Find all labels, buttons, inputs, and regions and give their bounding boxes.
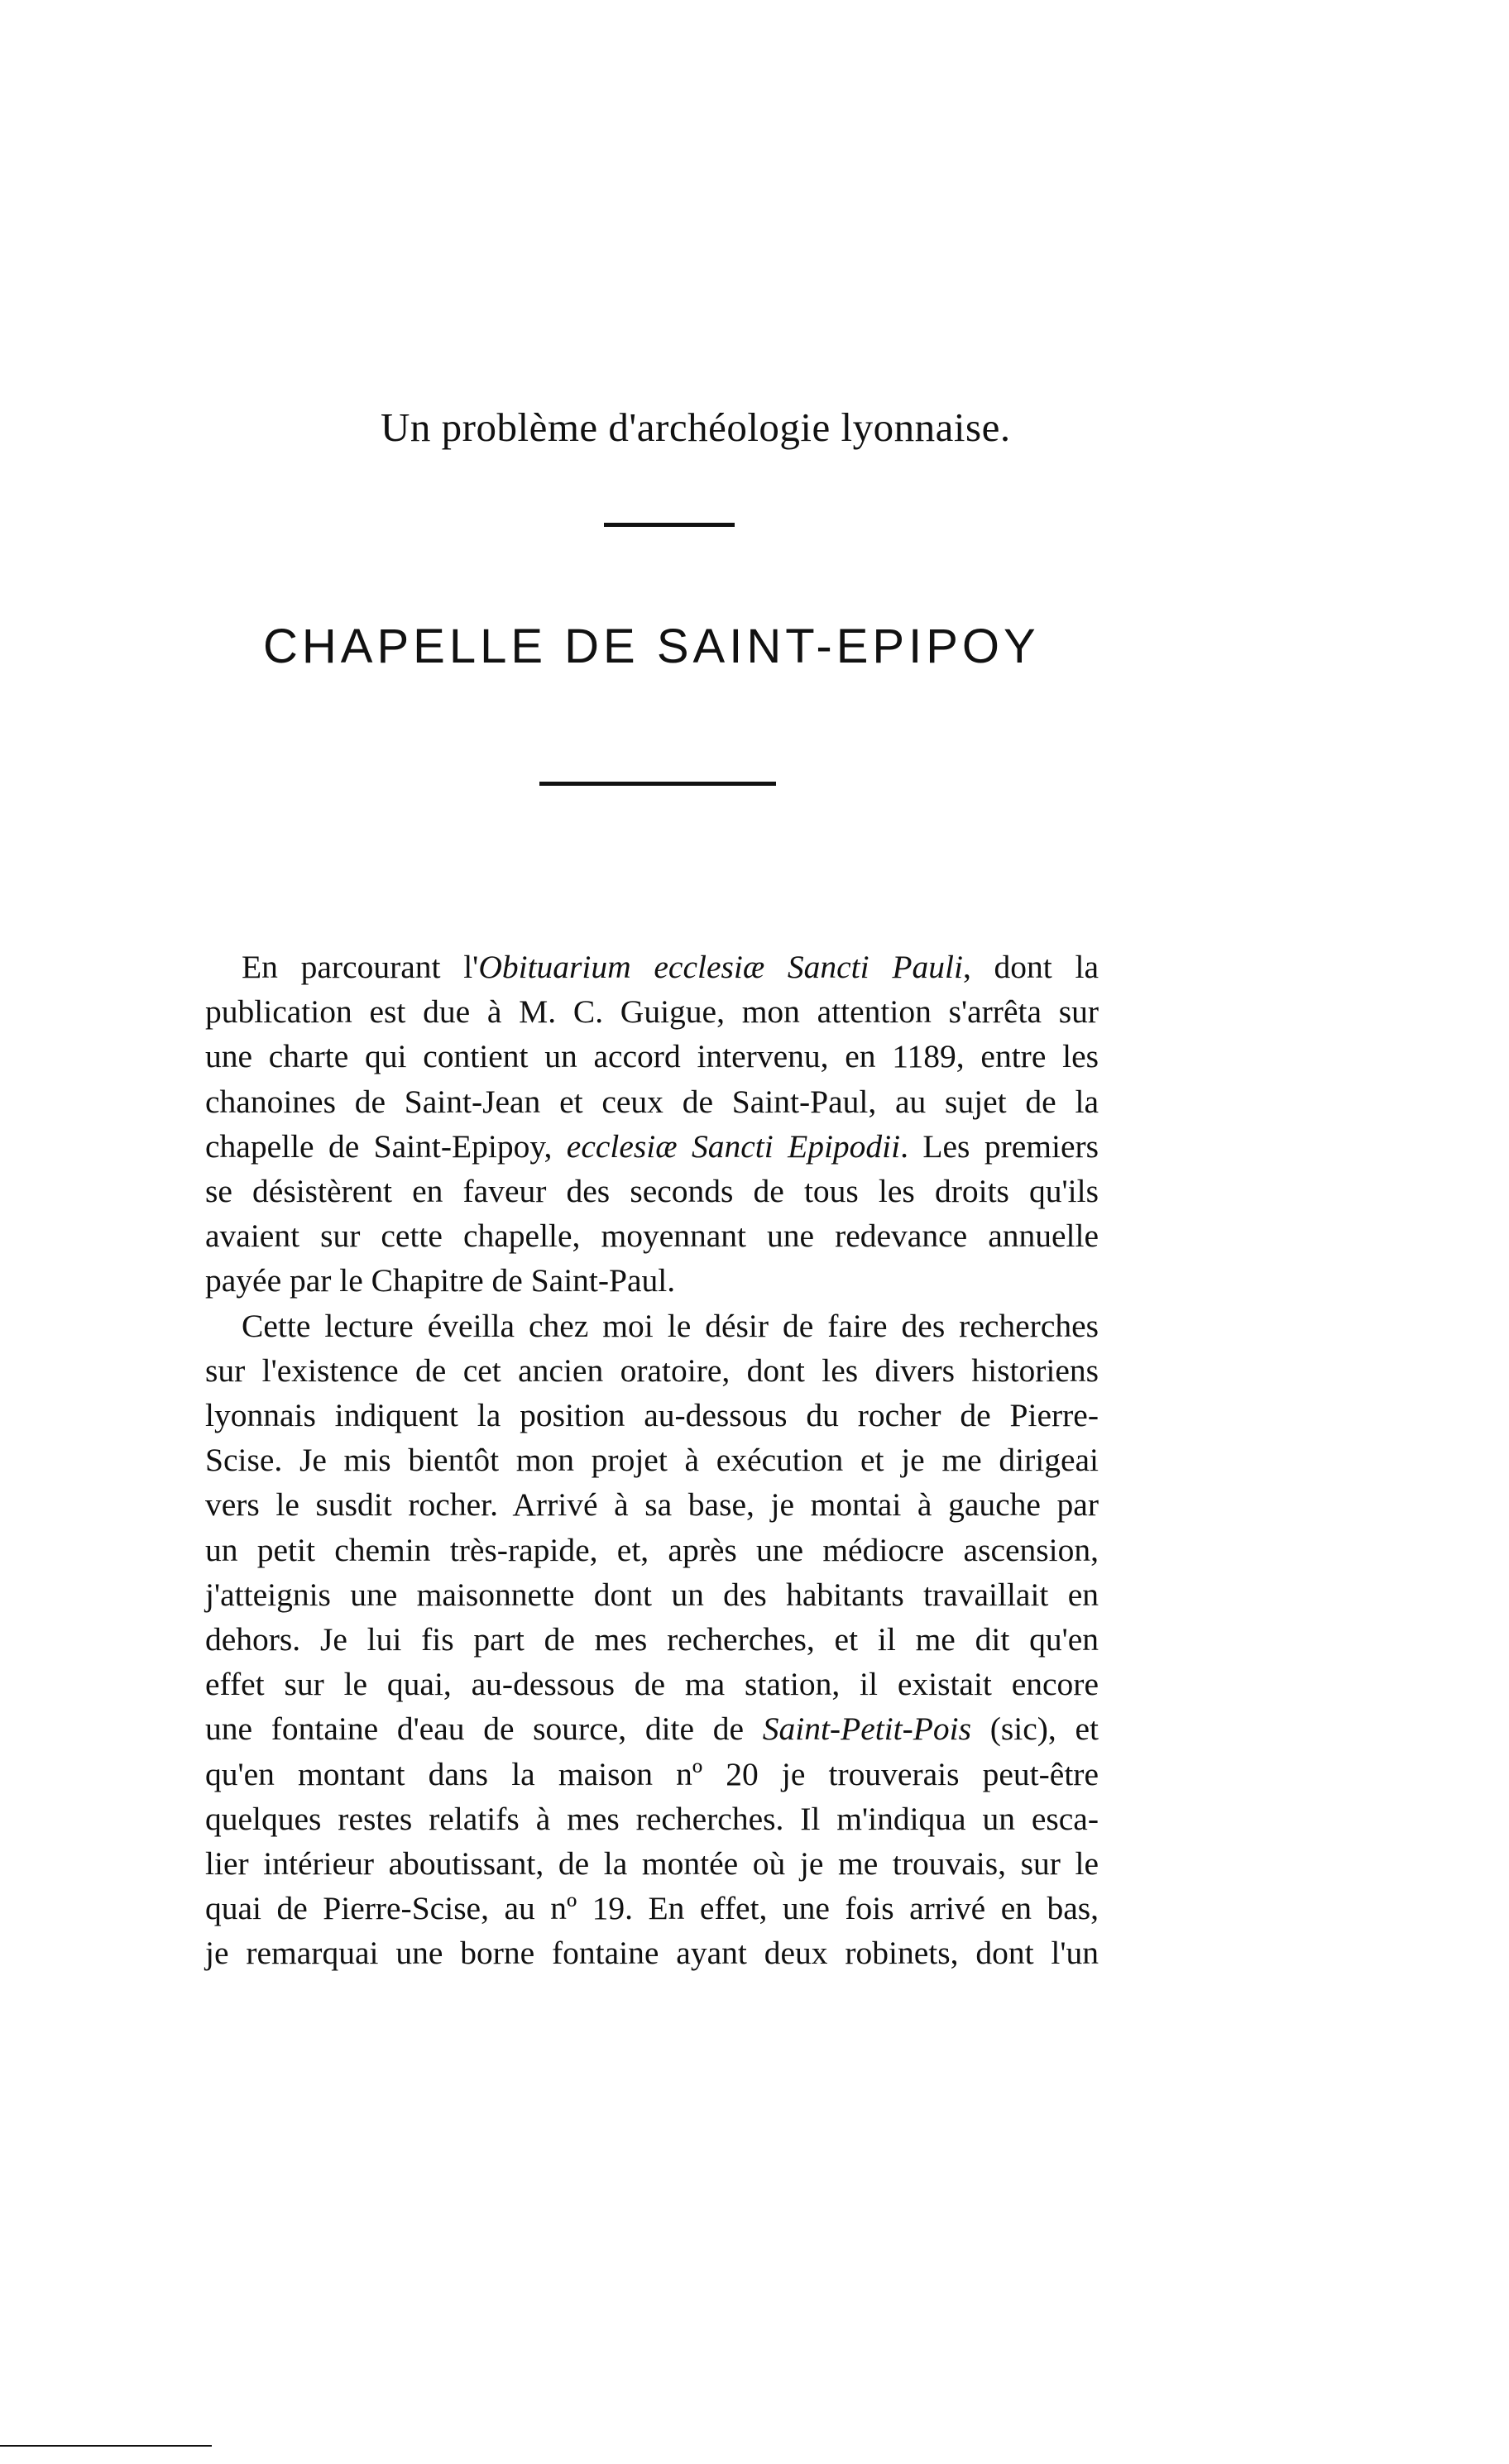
text-line: vers le susdit rocher. Arrivé à sa base, je montai à gauche par (205, 1486, 1099, 1524)
text-line: une charte qui contient un accord intervenu, en 1189, entre les (205, 1038, 1099, 1075)
paragraph (205, 1304, 1099, 1976)
footnote-rule (0, 2445, 212, 2447)
text-line: Scise. Je mis bientôt mon projet à exécution et je me dirigeai (205, 1442, 1099, 1479)
text-line: payée par le Chapitre de Saint-Paul. (205, 1262, 676, 1299)
text-line: En parcourant l'Obituarium ecclesiæ Sancti Pauli, dont la (242, 949, 1099, 985)
text-line: Cette lecture éveilla chez moi le désir de faire des recherches (242, 1307, 1099, 1344)
text-line: qu'en montant dans la maison nº 20 je trouverais peut-être (205, 1755, 1099, 1792)
text-line: dehors. Je lui fis part de mes recherches, et il me dit qu'en (205, 1621, 1099, 1658)
running-header: Un problème d'archéologie lyonnaise. (381, 404, 1011, 450)
text-line: quai de Pierre-Scise, au nº 19. En effet, une fois arrivé en bas, (205, 1890, 1099, 1927)
header-rule (604, 523, 735, 527)
text-line: je remarquai une borne fontaine ayant deux robinets, dont l'un (205, 1935, 1099, 1972)
text-line: chapelle de Saint-Epipoy, ecclesiæ Sancti Epipodii. Les premiers (205, 1127, 1099, 1165)
paragraph (205, 945, 1099, 1304)
text-line: une fontaine d'eau de source, dite de Saint-Petit-Pois (sic), et (205, 1710, 1099, 1748)
text-line: avaient sur cette chapelle, moyennant une redevance annuelle (205, 1218, 1099, 1255)
text-line: effet sur le quai, au-dessous de ma station, il existait encore (205, 1666, 1099, 1703)
text-line: j'atteignis une maisonnette dont un des habitants travaillait en (205, 1576, 1099, 1613)
text-line: quelques restes relatifs à mes recherches. Il m'indiqua un esca- (205, 1800, 1099, 1837)
text-line: lier intérieur aboutissant, de la montée où je me trouvais, sur le (205, 1845, 1099, 1883)
chapter-title: CHAPELLE DE SAINT-EPIPOY (263, 620, 1040, 673)
text-line: lyonnais indiquent la position au-dessous du rocher de Pierre- (205, 1397, 1099, 1434)
title-rule (539, 782, 776, 786)
text-line: se désistèrent en faveur des seconds de tous les droits qu'ils (205, 1173, 1099, 1210)
body-text (205, 945, 1099, 1976)
text-line: chanoines de Saint-Jean et ceux de Saint-Paul, au sujet de la (205, 1083, 1099, 1120)
text-line: sur l'existence de cet ancien oratoire, dont les divers historiens (205, 1352, 1099, 1389)
text-line: publication est due à M. C. Guigue, mon attention s'arrêta sur (205, 993, 1099, 1031)
text-line: un petit chemin très-rapide, et, après une médiocre ascension, (205, 1531, 1099, 1568)
